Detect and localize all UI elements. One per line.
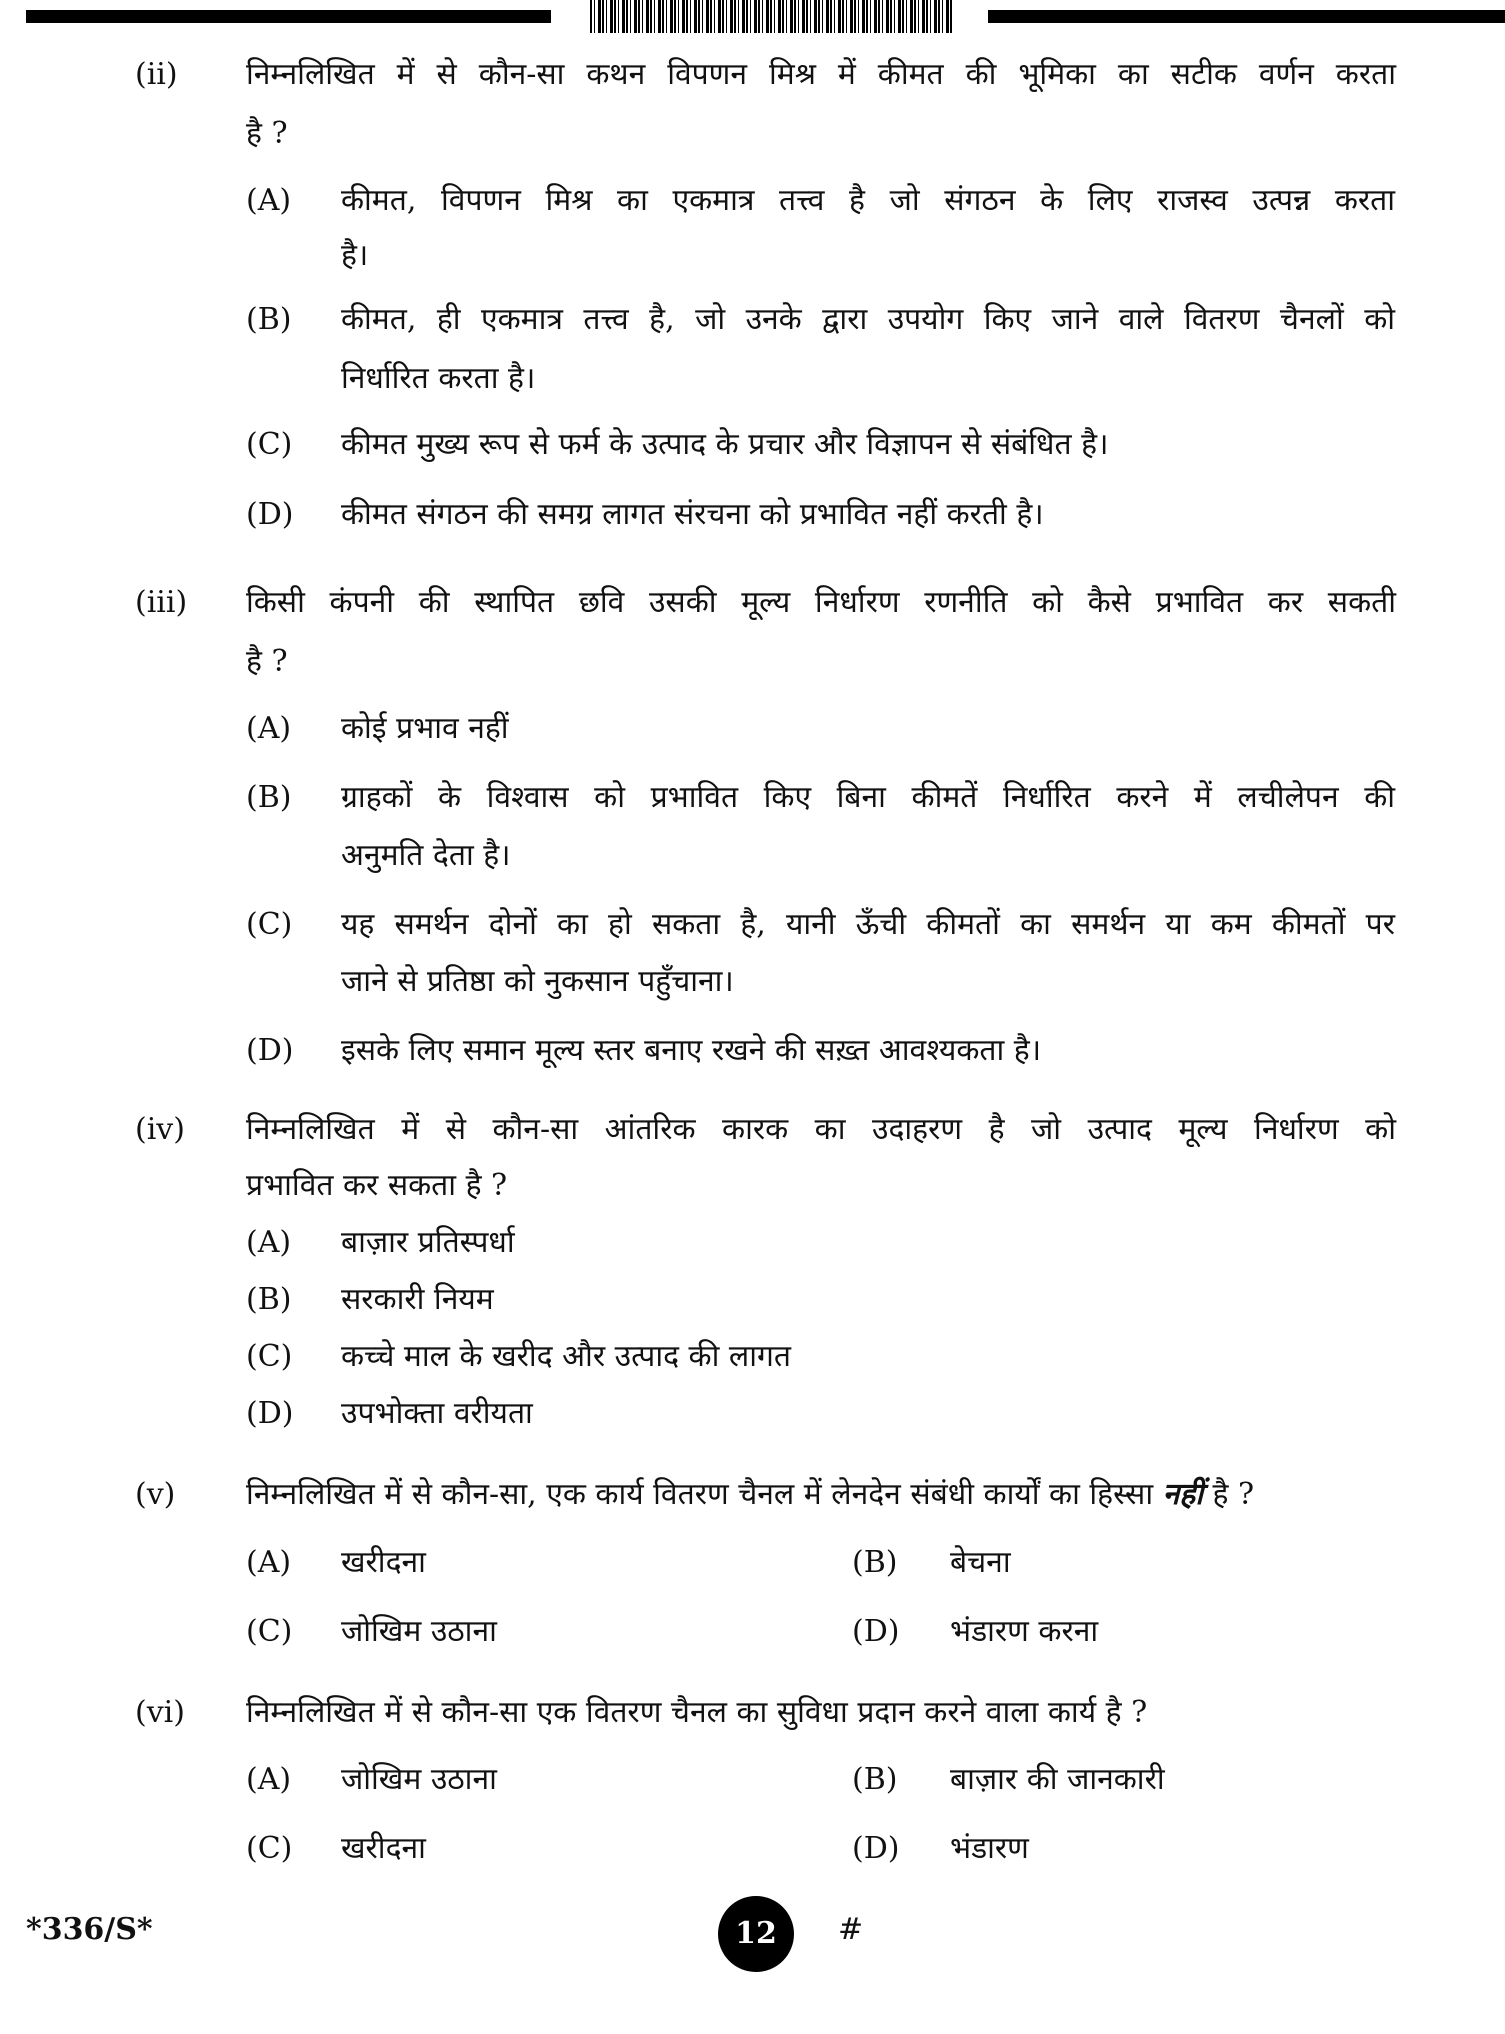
option-text: यह समर्थन दोनों का हो सकता है, यानी ऊँची कीमतों का समर्थन या कम कीमतों पर: [341, 907, 1395, 942]
option-text: बाज़ार प्रतिस्पर्धा: [341, 1225, 515, 1260]
option-letter: (A): [246, 183, 292, 218]
option-text: भंडारण करना: [950, 1614, 1099, 1649]
footer-mark: #: [838, 1912, 864, 1947]
question-text: किसी कंपनी की स्थापित छवि उसकी मूल्य निर्धारण रणनीति को कैसे प्रभावित कर सकती: [246, 585, 1396, 620]
question-number: (iii): [135, 585, 188, 620]
question-text: है ?: [246, 116, 288, 151]
option-text: है।: [341, 238, 369, 273]
option-text: इसके लिए समान मूल्य स्तर बनाए रखने की सख़्त आवश्यकता है।: [341, 1033, 1042, 1068]
paper-code: *336/S*: [26, 1912, 153, 1947]
option-letter: (B): [246, 302, 292, 337]
option-text: कोई प्रभाव नहीं: [341, 711, 509, 746]
question-text: निम्नलिखित में से कौन-सा कथन विपणन मिश्र में कीमत की भूमिका का सटीक वर्णन करता: [246, 57, 1396, 92]
option-text: अनुमति देता है।: [341, 838, 511, 873]
option-text: कीमत, विपणन मिश्र का एकमात्र तत्त्व है जो संगठन के लिए राजस्व उत्पन्न करता: [341, 183, 1395, 218]
option-text: बाज़ार की जानकारी: [950, 1762, 1165, 1797]
option-text: जोखिम उठाना: [341, 1762, 497, 1797]
option-text: कीमत, ही एकमात्र तत्त्व है, जो उनके द्वारा उपयोग किए जाने वाले वितरण चैनलों को: [341, 302, 1395, 337]
question-number: (v): [135, 1477, 176, 1512]
option-letter: (B): [852, 1762, 898, 1797]
question-text: है ?: [246, 644, 288, 679]
option-letter: (A): [246, 1545, 292, 1580]
option-letter: (C): [246, 1831, 293, 1866]
option-text: भंडारण: [950, 1831, 1029, 1866]
option-text: खरीदना: [341, 1545, 426, 1580]
question-number: (ii): [135, 57, 178, 92]
page-number: 12: [718, 1896, 794, 1972]
option-letter: (B): [246, 1282, 292, 1317]
option-letter: (B): [852, 1545, 898, 1580]
question-number: (vi): [135, 1695, 185, 1730]
question-text-part: है ?: [1203, 1477, 1255, 1512]
header-bar-left: [26, 10, 551, 23]
option-text: जाने से प्रतिष्ठा को नुकसान पहुँचाना।: [341, 964, 734, 999]
question-text: [246, 1466, 1254, 1524]
question-text-part: निम्नलिखित में से कौन-सा, एक कार्य वितरण चैनल में लेनदेन संबंधी कार्यों का हिस्सा: [246, 1477, 1163, 1512]
option-text: कीमत संगठन की समग्र लागत संरचना को प्रभावित नहीं करती है।: [341, 497, 1044, 532]
question-text: निम्नलिखित में से कौन-सा आंतरिक कारक का उदाहरण है जो उत्पाद मूल्य निर्धारण को: [246, 1112, 1396, 1147]
option-text: बेचना: [950, 1545, 1011, 1580]
option-text: कीमत मुख्य रूप से फर्म के उत्पाद के प्रचार और विज्ञापन से संबंधित है।: [341, 427, 1109, 462]
option-letter: (A): [246, 1225, 292, 1260]
option-letter: (C): [246, 427, 293, 462]
option-letter: (D): [852, 1831, 900, 1866]
option-letter: (D): [246, 1396, 294, 1431]
option-text: निर्धारित करता है।: [341, 361, 536, 396]
header-bar-right: [988, 10, 1505, 23]
option-letter: (D): [246, 497, 294, 532]
emphasis-not: नहीं: [1162, 1477, 1204, 1512]
option-letter: (C): [246, 907, 293, 942]
option-letter: (B): [246, 780, 292, 815]
option-text: सरकारी नियम: [341, 1282, 494, 1317]
question-text: प्रभावित कर सकता है ?: [246, 1168, 508, 1203]
question-number: (iv): [135, 1112, 185, 1147]
barcode: [590, 0, 953, 33]
option-letter: (D): [852, 1614, 900, 1649]
option-text: जोखिम उठाना: [341, 1614, 497, 1649]
option-text: खरीदना: [341, 1831, 426, 1866]
option-letter: (C): [246, 1614, 293, 1649]
option-text: ग्राहकों के विश्वास को प्रभावित किए बिना कीमतें निर्धारित करने में लचीलेपन की: [341, 780, 1395, 815]
option-letter: (C): [246, 1339, 293, 1374]
option-letter: (A): [246, 711, 292, 746]
option-text: उपभोक्ता वरीयता: [341, 1396, 533, 1431]
option-text: कच्चे माल के खरीद और उत्पाद की लागत: [341, 1339, 792, 1374]
option-letter: (A): [246, 1762, 292, 1797]
question-text: निम्नलिखित में से कौन-सा एक वितरण चैनल का सुविधा प्रदान करने वाला कार्य है ?: [246, 1695, 1148, 1730]
option-letter: (D): [246, 1033, 294, 1068]
